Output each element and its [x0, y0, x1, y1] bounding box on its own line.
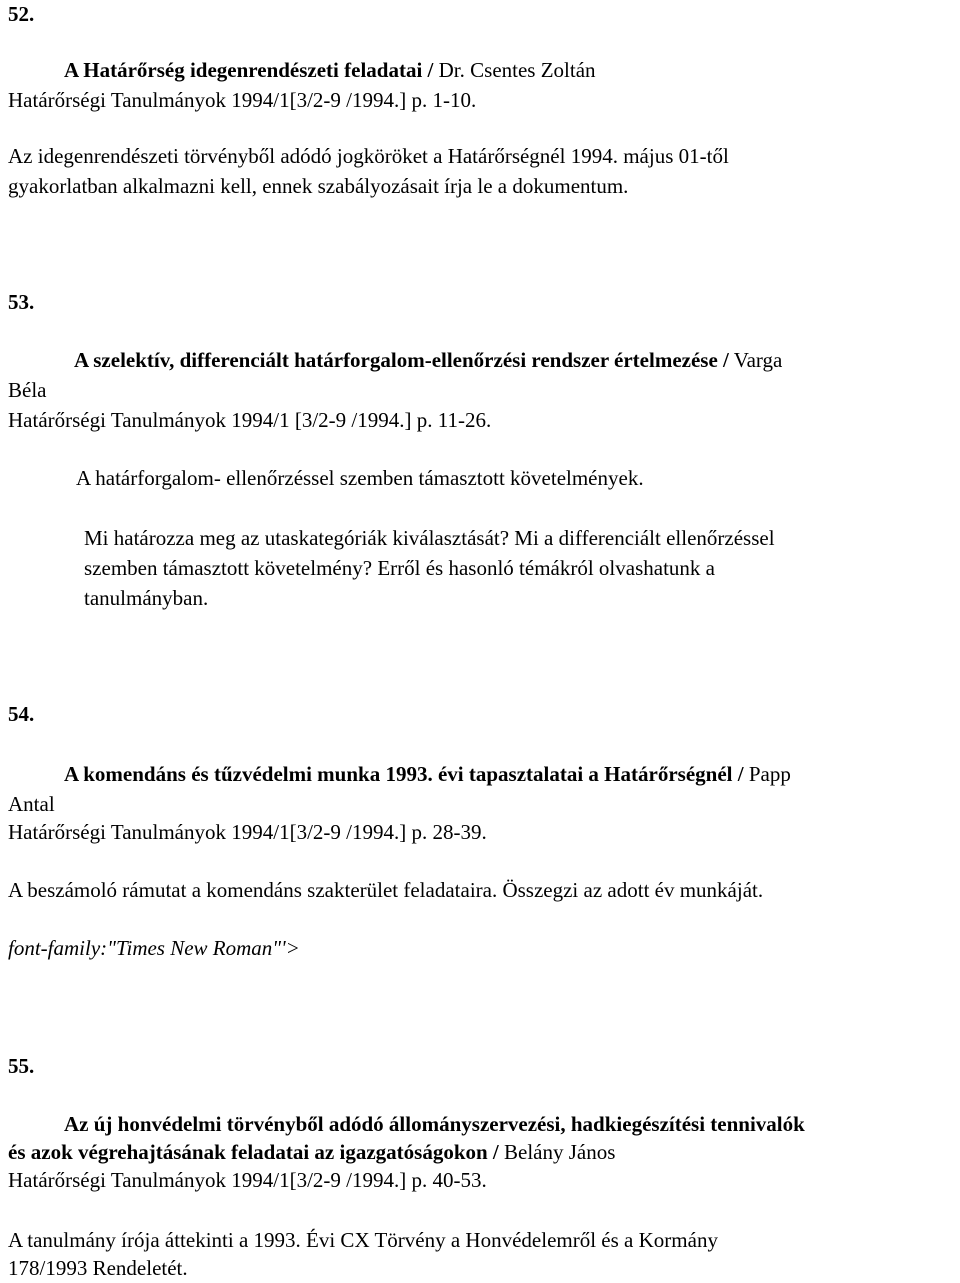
entry-54-source: Határőrségi Tanulmányok 1994/1[3/2-9 /1994.] p. 28-39.: [8, 820, 487, 844]
entry-54-stray-text: font-family:"Times New Roman"'>: [8, 936, 300, 960]
entry-52-number: 52.: [8, 2, 35, 26]
entry-54-author-part2: Antal: [8, 792, 55, 816]
entry-52-title-line: [64, 56, 596, 85]
entry-52-source: Határőrségi Tanulmányok 1994/1[3/2-9 /1994.] p. 1-10.: [8, 88, 477, 112]
entry-52-title: A Határőrség idegenrendészeti feladatai /: [64, 58, 434, 82]
entry-53-author-part1: Varga: [728, 348, 783, 372]
entry-55-author: Belány János: [498, 1140, 616, 1164]
entry-53-title-line: [74, 346, 782, 375]
entry-53-summary-line2: Mi határozza meg az utaskategóriák kiválasztását? Mi a differenciált ellenőrzéssel: [84, 526, 775, 550]
entry-53-title: A szelektív, differenciált határforgalom-ellenőrzési rendszer értelmezése /: [74, 348, 729, 372]
entry-53-source: Határőrségi Tanulmányok 1994/1 [3/2-9 /1994.] p. 11-26.: [8, 408, 492, 432]
entry-55-title-line2: [8, 1138, 615, 1167]
entry-55-number: 55.: [8, 1054, 35, 1078]
entry-55-summary-line1: A tanulmány írója áttekinti a 1993. Évi CX Törvény a Honvédelemről és a Kormány: [8, 1228, 718, 1252]
entry-54-title: A komendáns és tűzvédelmi munka 1993. évi tapasztalatai a Határőrségnél /: [64, 762, 744, 786]
entry-55-title-part2: és azok végrehajtásának feladatai az igazgatóságokon /: [8, 1140, 499, 1164]
entry-53-author-part2: Béla: [8, 378, 47, 402]
entry-53-summary-line4: tanulmányban.: [84, 586, 209, 610]
entry-55-source: Határőrségi Tanulmányok 1994/1[3/2-9 /1994.] p. 40-53.: [8, 1168, 487, 1192]
entry-53-summary-line3: szemben támasztott követelmény? Erről és hasonló témákról olvashatunk a: [84, 556, 715, 580]
entry-55-summary-line2: 178/1993 Rendeletét.: [8, 1256, 188, 1280]
entry-54-author-part1: Papp: [743, 762, 791, 786]
entry-52-summary-line1: Az idegenrendészeti törvényből adódó jogköröket a Határőrségnél 1994. május 01-től: [8, 144, 729, 168]
entry-53-summary-line1: A határforgalom- ellenőrzéssel szemben támasztott követelmények.: [76, 466, 644, 490]
entry-55-title-line1: Az új honvédelmi törvényből adódó állományszervezési, hadkiegészítési tennivalók: [64, 1112, 805, 1136]
entry-52-summary-line2: gyakorlatban alkalmazni kell, ennek szabályozásait írja le a dokumentum.: [8, 174, 629, 198]
entry-54-summary-line1: A beszámoló rámutat a komendáns szakterület feladataira. Összegzi az adott év munkáját.: [8, 878, 764, 902]
entry-52-author: Dr. Csentes Zoltán: [433, 58, 596, 82]
entry-53-number: 53.: [8, 290, 35, 314]
entry-54-number: 54.: [8, 702, 35, 726]
entry-54-title-line: [64, 760, 791, 789]
